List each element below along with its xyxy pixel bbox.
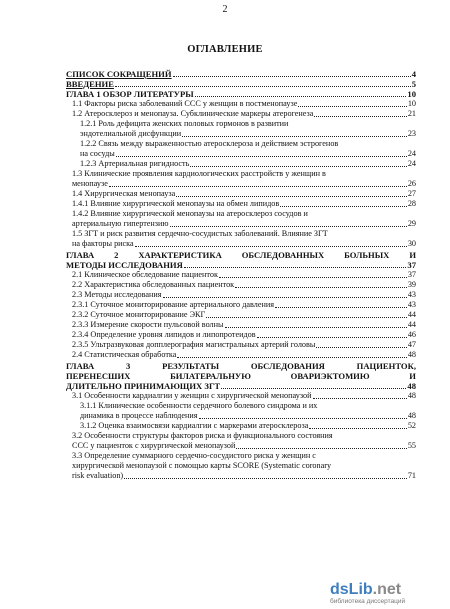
toc-page-number: 48 [407, 411, 416, 420]
toc-entry[interactable] [66, 189, 416, 199]
toc-entry[interactable] [66, 69, 416, 79]
toc-entry-text: 2.2 Характеристика обследованных пациенток [72, 280, 235, 289]
toc-page-number: 44 [407, 310, 416, 319]
toc-entry[interactable] [66, 79, 416, 89]
leader-dots [316, 347, 406, 348]
toc-entry-text: 3.1.1 Клинические особенности сердечного болевого синдрома и их [80, 401, 318, 410]
toc-entry-text: 1.4.1 Влияние хирургической менопаузы на обмен липидов [72, 199, 280, 208]
toc-entry-text: ГЛАВА 2 ХАРАКТЕРИСТИКА ОБСЛЕДОВАННЫХ БОЛЬНЫХ И [66, 250, 416, 260]
toc-page-number: 37 [407, 270, 416, 279]
toc-entry[interactable] [66, 431, 416, 451]
leader-dots [206, 317, 407, 318]
toc-entry-text: 2.3.3 Измерение скорости пульсовой волны [72, 320, 224, 329]
toc-page-number: 44 [407, 320, 416, 329]
toc-page-number: 55 [407, 441, 416, 450]
leader-dots [221, 388, 406, 389]
leader-dots [135, 246, 407, 247]
leader-dots [170, 226, 407, 227]
toc-entry-text: хирургической менопаузой с помощью карты SCORE (Systematic coronary [72, 461, 332, 470]
toc-page-number: 23 [407, 129, 416, 138]
toc-entry-text: 1.2 Атеросклероз и менопауза. Субклинические маркеры атерогенеза [72, 109, 314, 118]
toc-entry[interactable] [66, 330, 416, 340]
leader-dots [199, 418, 407, 419]
toc-page-number: 24 [407, 149, 416, 158]
toc-entry-text: ССС у пациенток с хирургической менопаузой [72, 441, 236, 450]
toc-entry-text: СПИСОК СОКРАЩЕНИЙ [66, 69, 172, 79]
toc-page-number: 29 [407, 219, 416, 228]
table-of-contents [66, 69, 416, 481]
toc-entry[interactable] [66, 250, 416, 270]
toc-page-number: 21 [407, 109, 416, 118]
toc-entry-text: 2.3.1 Суточное мониторирование артериального давления [72, 300, 275, 309]
toc-page-number: 30 [407, 239, 416, 248]
toc-entry-text: ПЕРЕНЕСШИХ БИЛАТЕРАЛЬНУЮ ОВАРИЭКТОМИЮ И [66, 371, 416, 381]
leader-dots [173, 76, 411, 77]
dslib-logo[interactable] [330, 579, 440, 605]
toc-entry[interactable] [66, 99, 416, 109]
leader-dots [280, 206, 407, 207]
leader-dots [257, 337, 407, 338]
toc-page-number: 39 [407, 280, 416, 289]
toc-page-number: 26 [407, 179, 416, 188]
leader-dots [182, 136, 407, 137]
page-number: 2 [222, 4, 228, 15]
toc-entry-text: 1.2.3 Артериальная ригидность [80, 159, 190, 168]
toc-entry-text: 2.3 Методы исследования [72, 290, 162, 299]
toc-entry[interactable] [66, 300, 416, 310]
toc-entry[interactable] [66, 391, 416, 401]
leader-dots [275, 307, 407, 308]
toc-entry-text: 1.5 ЗГТ и риск развития сердечно-сосудистых заболеваний. Влияние ЗГТ [72, 229, 328, 238]
toc-page-number: 52 [407, 421, 416, 430]
toc-entry[interactable] [66, 89, 416, 99]
toc-entry-text: 2.3.2 Суточное мониторирование ЭКГ [72, 310, 206, 319]
leader-dots [298, 106, 406, 107]
toc-entry-text: 3.1 Особенности кардиалгии у женщин с хирургической менопаузой [72, 391, 312, 400]
logo-caption: библиотека диссертаций [330, 598, 406, 605]
toc-page-number: 28 [407, 199, 416, 208]
toc-entry[interactable] [66, 290, 416, 300]
leader-dots [313, 398, 407, 399]
toc-page-number: 43 [407, 300, 416, 309]
leader-dots [177, 357, 406, 358]
toc-entry-text: 2.1 Клиническое обследование пациенток [72, 270, 218, 279]
toc-page-number: 5 [411, 79, 416, 89]
toc-entry-text: ДЛИТЕЛЬНО ПРИНИМАЮЩИХ ЗГТ [66, 381, 221, 391]
toc-entry-text: эндотелиальной дисфункции [80, 129, 182, 138]
toc-entry-text: ГЛАВА 3 РЕЗУЛЬТАТЫ ОБСЛЕДОВАНИЯ ПАЦИЕНТОК, [66, 361, 416, 371]
toc-page-number: 37 [407, 260, 416, 270]
toc-entry-text: 1.1 Факторы риска заболеваний ССС у женщин в постменопаузе [72, 99, 298, 108]
toc-page-number: 46 [407, 330, 416, 339]
toc-entry[interactable] [66, 199, 416, 209]
toc-page-number: 47 [407, 340, 416, 349]
toc-entry-text: 2.3.5 Ультразвуковая допплерография магистральных артерий головы [72, 340, 316, 349]
leader-dots [109, 186, 407, 187]
toc-entry-text: 2.3.4 Определение уровня липидов и липопротеидов [72, 330, 256, 339]
toc-page-number: 43 [407, 290, 416, 299]
toc-entry-text: МЕТОДЫ ИССЛЕДОВАНИЯ [66, 260, 183, 270]
toc-entry[interactable] [66, 280, 416, 290]
toc-title: ОГЛАВЛЕНИЕ [187, 44, 263, 55]
leader-dots [163, 297, 407, 298]
toc-page-number: 48 [407, 381, 416, 391]
toc-entry-text: 3.1.2 Оценка взаимосвязи кардиалгии с маркерами атеросклероза [80, 421, 309, 430]
toc-entry[interactable] [66, 421, 416, 431]
toc-entry-text: 1.3 Клинические проявления кардиологических расстройств у женщин в [72, 169, 326, 178]
toc-page-number: 27 [407, 189, 416, 198]
toc-entry[interactable] [66, 350, 416, 360]
logo-mark: dsLib.net [330, 581, 402, 598]
toc-entry-text: 3.3 Определение суммарного сердечно-сосудистого риска у женщин с [72, 451, 316, 460]
toc-entry-text: менопаузе [72, 179, 108, 188]
toc-entry-text: 2.4 Статистическая обработка [72, 350, 177, 359]
toc-entry[interactable] [66, 401, 416, 421]
toc-entry-text: на сосуды [80, 149, 115, 158]
toc-page-number: 48 [407, 391, 416, 400]
toc-page-number: 4 [411, 69, 416, 79]
toc-page-number: 71 [407, 471, 416, 480]
toc-entry[interactable] [66, 310, 416, 320]
toc-entry-text: артериальную гипертензию [72, 219, 169, 228]
leader-dots [219, 277, 407, 278]
toc-entry[interactable] [66, 451, 416, 481]
leader-dots [190, 166, 406, 167]
toc-entry[interactable] [66, 169, 416, 189]
toc-entry-text: ВВЕДЕНИЕ [66, 79, 114, 89]
leader-dots [116, 156, 407, 157]
toc-entry[interactable] [66, 320, 416, 330]
toc-page-number: 48 [407, 350, 416, 359]
toc-entry-text: 3.2 Особенности структуры факторов риска и функционального состояния [72, 431, 333, 440]
toc-entry[interactable] [66, 109, 416, 119]
toc-entry-text: динамика в процессе наблюдения [80, 411, 198, 420]
leader-dots [236, 448, 406, 449]
toc-page-number: 10 [407, 89, 416, 99]
toc-page-number: 10 [407, 99, 416, 108]
toc-page-number: 24 [407, 159, 416, 168]
toc-entry[interactable] [66, 119, 416, 139]
toc-entry-text: на факторы риска [72, 239, 134, 248]
toc-entry[interactable] [66, 229, 416, 249]
leader-dots [225, 327, 407, 328]
leader-dots [314, 116, 406, 117]
toc-entry-text: ГЛАВА 1 ОБЗОР ЛИТЕРАТУРЫ [66, 89, 194, 99]
leader-dots [176, 196, 407, 197]
toc-entry-text: risk evaluation) [72, 471, 124, 480]
toc-entry[interactable] [66, 159, 416, 169]
leader-dots [309, 428, 406, 429]
leader-dots [124, 478, 407, 479]
toc-entry[interactable] [66, 139, 416, 159]
toc-entry-text: 1.4.2 Влияние хирургической менопаузы на атеросклероз сосудов и [72, 209, 308, 218]
leader-dots [195, 96, 407, 97]
toc-entry-text: 1.4 Хирургическая менопауза [72, 189, 176, 198]
toc-entry-text: 1.2.1 Роль дефицита женских половых гормонов в развитии [80, 119, 289, 128]
leader-dots [184, 267, 407, 268]
leader-dots [235, 287, 407, 288]
toc-entry[interactable] [66, 361, 416, 391]
toc-entry-text: 1.2.2 Связь между выраженностью атеросклероза и действием эстрогенов [80, 139, 339, 148]
toc-entry[interactable] [66, 270, 416, 280]
leader-dots [115, 86, 411, 87]
toc-entry[interactable] [66, 209, 416, 229]
toc-entry[interactable] [66, 340, 416, 350]
